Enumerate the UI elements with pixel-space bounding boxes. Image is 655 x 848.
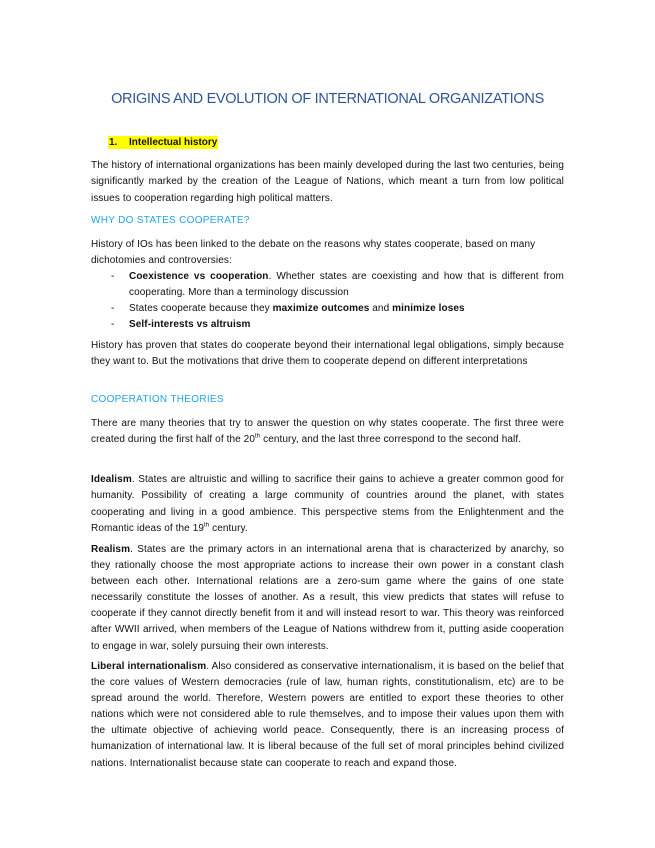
section-number: 1. xyxy=(109,137,118,148)
text: . Also considered as conservative internationalism, it is based on the belief that the core values of Western democracies (rule of law, human rights, constitutionalism, etc) are to be spread around the world. Therefore, Western powers are entitled to export these theories to other nations which were not considered able to rule themselves, and to impose their values upon them with the ultimate objective of achieving world peace. Consequently, there is an increasing process of humanization of international law. It is liberal because of the full set of moral principles behind civilized nations. Internationalist because state can cooperate to reach and expand those. xyxy=(91,661,565,769)
debate-intro: History of IOs has been linked to the debate on the reasons why states cooperate, based on many dichotomies and controversies: xyxy=(91,239,536,266)
bold-term: Idealism xyxy=(91,474,132,485)
text: century, and the last three correspond to the second half. xyxy=(260,434,522,446)
section-heading xyxy=(108,136,218,149)
bold-term: Self-interests vs altruism xyxy=(129,319,251,330)
theories-paragraph xyxy=(91,416,564,449)
text: century. xyxy=(209,523,248,535)
item-text: States cooperate because they xyxy=(129,303,273,314)
item-text: . Whether states are coexisting and how that is different from cooperating. More than a terminology discussion xyxy=(129,271,564,298)
document-title: ORIGINS AND EVOLUTION OF INTERNATIONAL ORGANIZATIONS xyxy=(111,91,544,107)
bold-term: Realism xyxy=(91,544,131,555)
bullet-dash: - xyxy=(111,271,115,282)
liberal-internationalism-paragraph xyxy=(91,659,564,772)
debate-paragraph xyxy=(91,237,564,333)
text: . States are altruistic and willing to sacrifice their gains to achieve a greater common good for humanity. Possibility of creating a large community of countries around the planet, with states cooperating and living in a good ambience. This perspective stems from the Enlightenment and the Romantic ideas of the 19 xyxy=(91,474,564,535)
subheading-why-cooperate: WHY DO STATES COOPERATE? xyxy=(91,215,250,226)
idealism-paragraph xyxy=(91,472,564,538)
item-text: and xyxy=(369,303,393,314)
superscript: th xyxy=(204,522,210,529)
realism-paragraph xyxy=(91,542,564,655)
list-item xyxy=(91,317,564,333)
section-label: Intellectual history xyxy=(129,137,218,148)
intro-paragraph: The history of international organizations has been mainly developed during the last two centuries, being significantly marked by the creation of the League of Nations, which meant a turn from low political issues to cooperation regarding high political matters. xyxy=(91,160,564,204)
text: There are many theories that try to answer the question on why states cooperate. The first three were created during the first half of the 20 xyxy=(91,418,564,446)
bullet-dash: - xyxy=(111,303,115,314)
text: . States are the primary actors in an international arena that is characterized by anarchy, so they rationally choose the most appropriate actions to increase their own power in a constant clash between each other. International relations are a zero-sum game where the gains of one state necessarily constitute the losses of another. As a result, this view predicts that states will refuse to cooperate if they cannot directly benefit from it and will instead resort to war. This theory was reinforced after WWII arrived, when members of the League of Nations withdrew from it, putting aside cooperation to engage in war, solely pursuing their own interests. xyxy=(91,544,564,652)
superscript: th xyxy=(255,434,261,441)
dichotomy-list xyxy=(91,269,564,333)
bold-term: maximize outcomes xyxy=(272,303,370,314)
subheading-cooperation-theories: COOPERATION THEORIES xyxy=(91,394,224,405)
bold-term: minimize loses xyxy=(392,303,465,314)
bold-term: Coexistence vs cooperation xyxy=(129,271,269,282)
list-item xyxy=(91,301,564,317)
history-paragraph: History has proven that states do cooperate beyond their international legal obligations, simply because they want to. But the motivations that drive them to cooperate depend on different interpretations xyxy=(91,340,564,368)
bold-term: Liberal internationalism xyxy=(91,661,207,672)
bullet-dash: - xyxy=(111,319,115,330)
list-item xyxy=(91,269,564,301)
